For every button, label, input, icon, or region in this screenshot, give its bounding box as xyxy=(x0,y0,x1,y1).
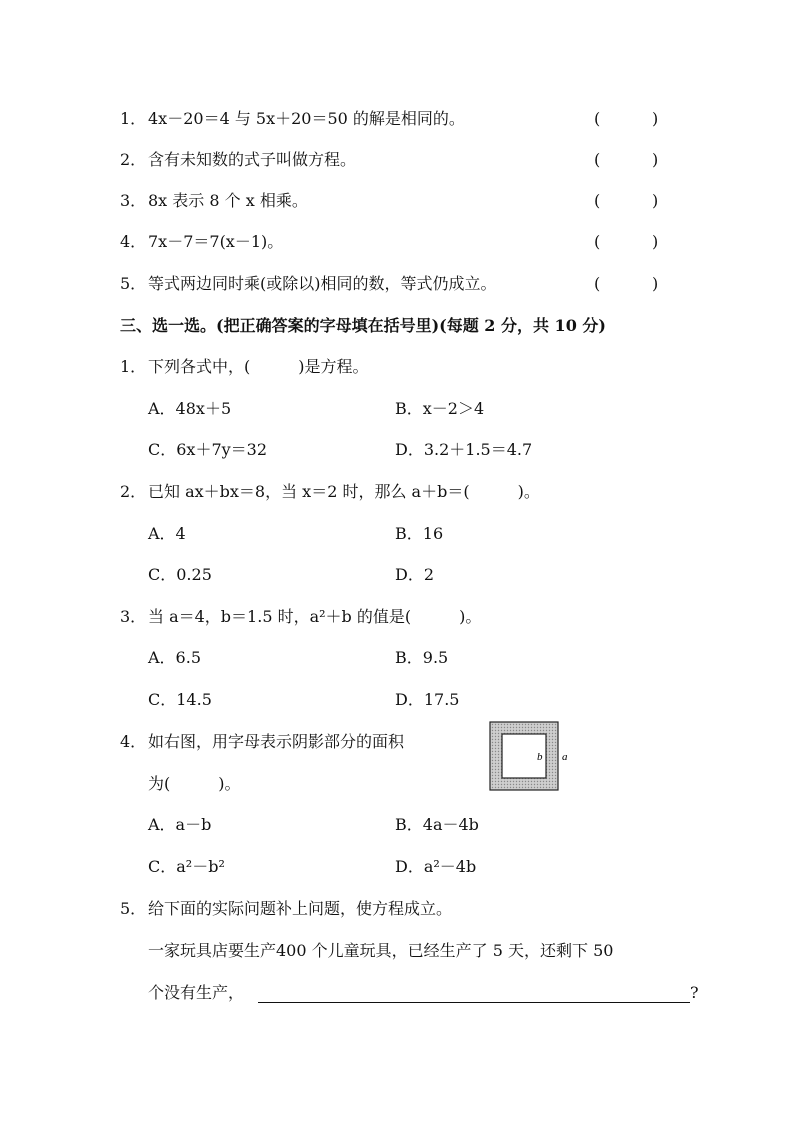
item-number: 1． xyxy=(120,357,147,376)
item-number: 5． xyxy=(120,274,147,293)
question-stem-line2: 为( )。 xyxy=(148,774,241,793)
question-mark: ? xyxy=(690,983,699,1002)
option-c[interactable]: C．0.25 xyxy=(148,565,212,584)
answer-paren-right[interactable]: ) xyxy=(652,150,659,169)
section-title: 三、选一选。(把正确答案的字母填在括号里)(每题 2 分，共 10 分) xyxy=(120,316,606,335)
item-number: 4． xyxy=(120,732,147,751)
item-text: 4x－20＝4 与 5x＋20＝50 的解是相同的。 xyxy=(148,109,465,128)
option-a[interactable]: A．6.5 xyxy=(148,648,202,667)
option-c[interactable]: C．6x＋7y＝32 xyxy=(148,440,268,459)
outer-side-label: a xyxy=(562,751,568,763)
item-text: 7x－7＝7(x－1)。 xyxy=(148,232,284,251)
answer-paren-right[interactable]: ) xyxy=(652,232,659,251)
option-d[interactable]: D．17.5 xyxy=(395,690,460,709)
item-number: 4． xyxy=(120,232,147,251)
option-a[interactable]: A．a－b xyxy=(148,815,212,834)
answer-paren-right[interactable]: ) xyxy=(652,109,659,128)
option-c[interactable]: C．14.5 xyxy=(148,690,212,709)
option-b[interactable]: B．16 xyxy=(395,524,444,543)
answer-paren-left[interactable]: ( xyxy=(594,150,601,169)
answer-paren-left[interactable]: ( xyxy=(594,274,601,293)
answer-paren-right[interactable]: ) xyxy=(652,191,659,210)
question-stem: 如右图，用字母表示阴影部分的面积 xyxy=(148,732,405,751)
option-b[interactable]: B．4a－4b xyxy=(395,815,479,834)
answer-paren-left[interactable]: ( xyxy=(594,109,601,128)
option-b[interactable]: B．x－2＞4 xyxy=(395,399,485,418)
option-b[interactable]: B．9.5 xyxy=(395,648,449,667)
answer-paren-left[interactable]: ( xyxy=(594,232,601,251)
item-number: 2． xyxy=(120,150,147,169)
answer-paren-left[interactable]: ( xyxy=(594,191,601,210)
question-stem: 已知 ax＋bx＝8，当 x＝2 时，那么 a＋b＝( )。 xyxy=(148,482,540,501)
option-a[interactable]: A．4 xyxy=(148,524,186,543)
item-text: 含有未知数的式子叫做方程。 xyxy=(148,150,357,169)
problem-text-end: 个没有生产， xyxy=(148,983,245,1002)
item-number: 5． xyxy=(120,899,147,918)
item-number: 3． xyxy=(120,191,147,210)
shaded-square-figure xyxy=(488,720,578,792)
question-stem: 给下面的实际问题补上问题，使方程成立。 xyxy=(148,899,453,918)
item-text: 等式两边同时乘(或除以)相同的数，等式仍成立。 xyxy=(148,274,497,293)
option-d[interactable]: D．a²－4b xyxy=(395,857,477,876)
option-d[interactable]: D．2 xyxy=(395,565,435,584)
answer-paren-right[interactable]: ) xyxy=(652,274,659,293)
item-text: 8x 表示 8 个 x 相乘。 xyxy=(148,191,308,210)
inner-side-label: b xyxy=(537,751,543,763)
item-number: 3． xyxy=(120,607,147,626)
problem-text: 一家玩具店要生产400 个儿童玩具，已经生产了 5 天，还剩下 50 xyxy=(148,941,614,960)
option-c[interactable]: C．a²－b² xyxy=(148,857,225,876)
option-a[interactable]: A．48x＋5 xyxy=(148,399,232,418)
question-stem: 下列各式中，( )是方程。 xyxy=(148,357,369,376)
question-stem: 当 a＝4，b＝1.5 时，a²＋b 的值是( )。 xyxy=(148,607,482,626)
item-number: 2． xyxy=(120,482,147,501)
answer-blank[interactable] xyxy=(258,1002,690,1003)
item-number: 1． xyxy=(120,109,147,128)
option-d[interactable]: D．3.2＋1.5＝4.7 xyxy=(395,440,533,459)
